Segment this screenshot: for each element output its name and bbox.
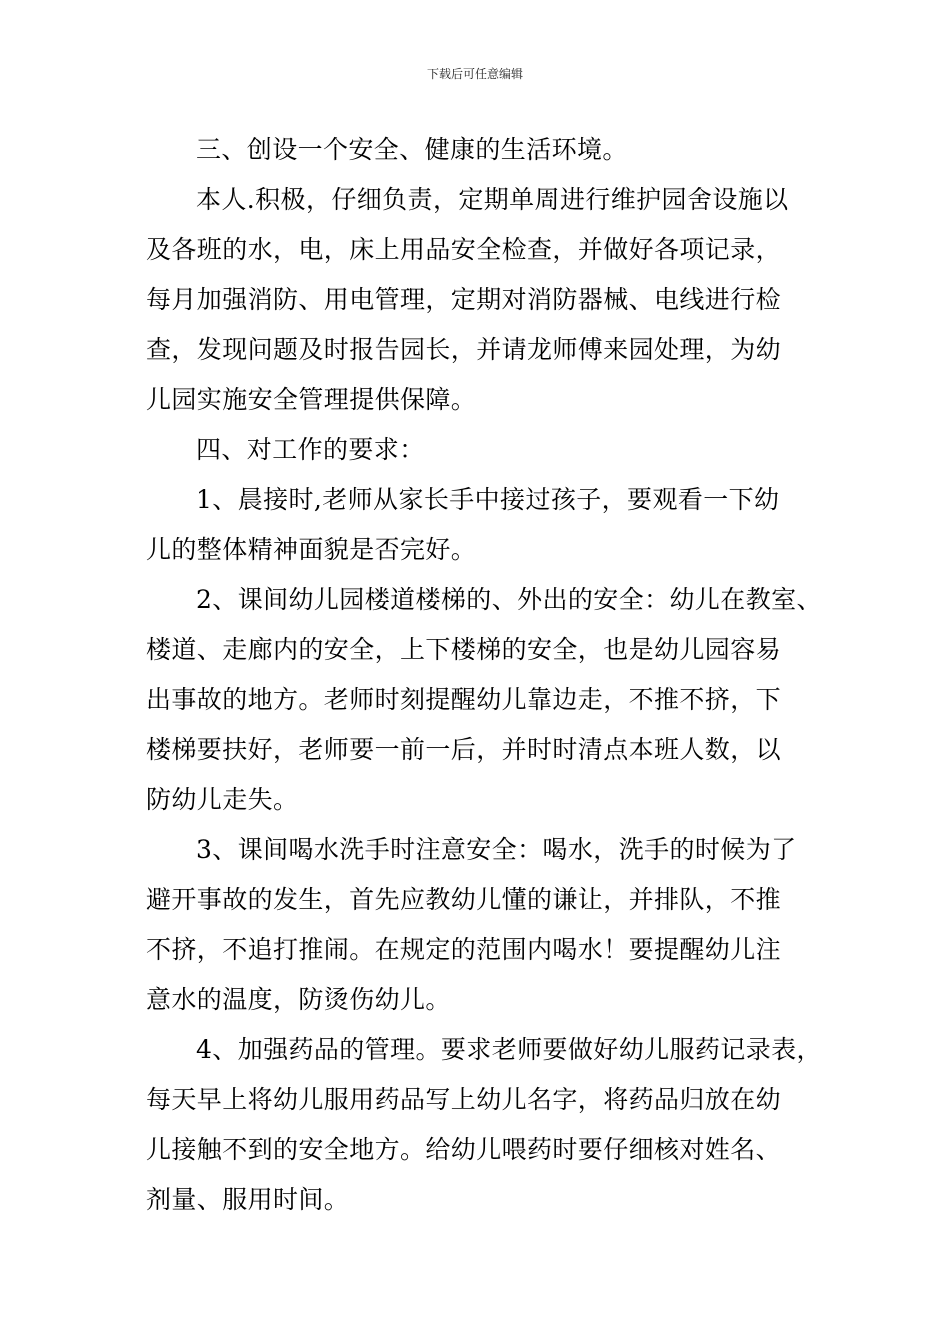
- paragraph-item-3: [146, 825, 810, 1025]
- document-body: [146, 125, 822, 1225]
- text-line: 查，发现问题及时报告园长，并请龙师傅来园处理，为幼: [146, 335, 782, 364]
- text-line: 1、晨接时,老师从家长手中接过孩子，要观看一下幼: [196, 485, 780, 514]
- paragraph-item-1: [146, 475, 810, 575]
- text-line: 4、加强药品的管理。要求老师要做好幼儿服药记录表，: [196, 1035, 822, 1064]
- page-header-note: 下载后可任意编辑: [426, 67, 523, 81]
- text-line: 楼道、走廊内的安全，上下楼梯的安全，也是幼儿园容易: [146, 635, 782, 664]
- paragraph-section-4-heading: [146, 425, 810, 475]
- text-line: 不挤，不追打推闹。在规定的范围内喝水！要提醒幼儿注: [146, 935, 782, 964]
- text-line: 儿园实施安全管理提供保障。: [146, 385, 477, 414]
- paragraph-item-2: [146, 575, 822, 825]
- text-line: 四、对工作的要求：: [196, 435, 425, 464]
- text-line: 避开事故的发生，首先应教幼儿懂的谦让，并排队，不推: [146, 885, 782, 914]
- text-line: 楼梯要扶好，老师要一前一后，并时时清点本班人数，以: [146, 735, 782, 764]
- text-line: 2、课间幼儿园楼道楼梯的、外出的安全：幼儿在教室、: [196, 585, 822, 614]
- text-line: 每天早上将幼儿服用药品写上幼儿名字，将药品归放在幼: [146, 1085, 782, 1114]
- text-line: 出事故的地方。老师时刻提醒幼儿靠边走，不推不挤，下: [146, 685, 782, 714]
- text-line: 儿接触不到的安全地方。给幼儿喂药时要仔细核对姓名、: [146, 1135, 782, 1164]
- paragraph-section-3-heading: [146, 125, 810, 175]
- text-line: 剂量、服用时间。: [146, 1185, 350, 1214]
- text-line: 防幼儿走失。: [146, 785, 299, 814]
- text-line: 三、创设一个安全、健康的生活环境。: [196, 135, 628, 164]
- paragraph-item-4: [146, 1025, 822, 1225]
- text-line: 意水的温度，防烫伤幼儿。: [146, 985, 451, 1014]
- text-line: 每月加强消防、用电管理，定期对消防器械、电线进行检: [146, 285, 782, 314]
- text-line: 及各班的水，电，床上用品安全检查，并做好各项记录，: [146, 235, 782, 264]
- text-line: 3、课间喝水洗手时注意安全：喝水，洗手的时候为了: [196, 835, 797, 864]
- paragraph-safety-inspection: [146, 175, 810, 425]
- text-line: 儿的整体精神面貌是否完好。: [146, 535, 477, 564]
- text-line: 本人.积极，仔细负责，定期单周进行维护园舍设施以: [196, 185, 789, 214]
